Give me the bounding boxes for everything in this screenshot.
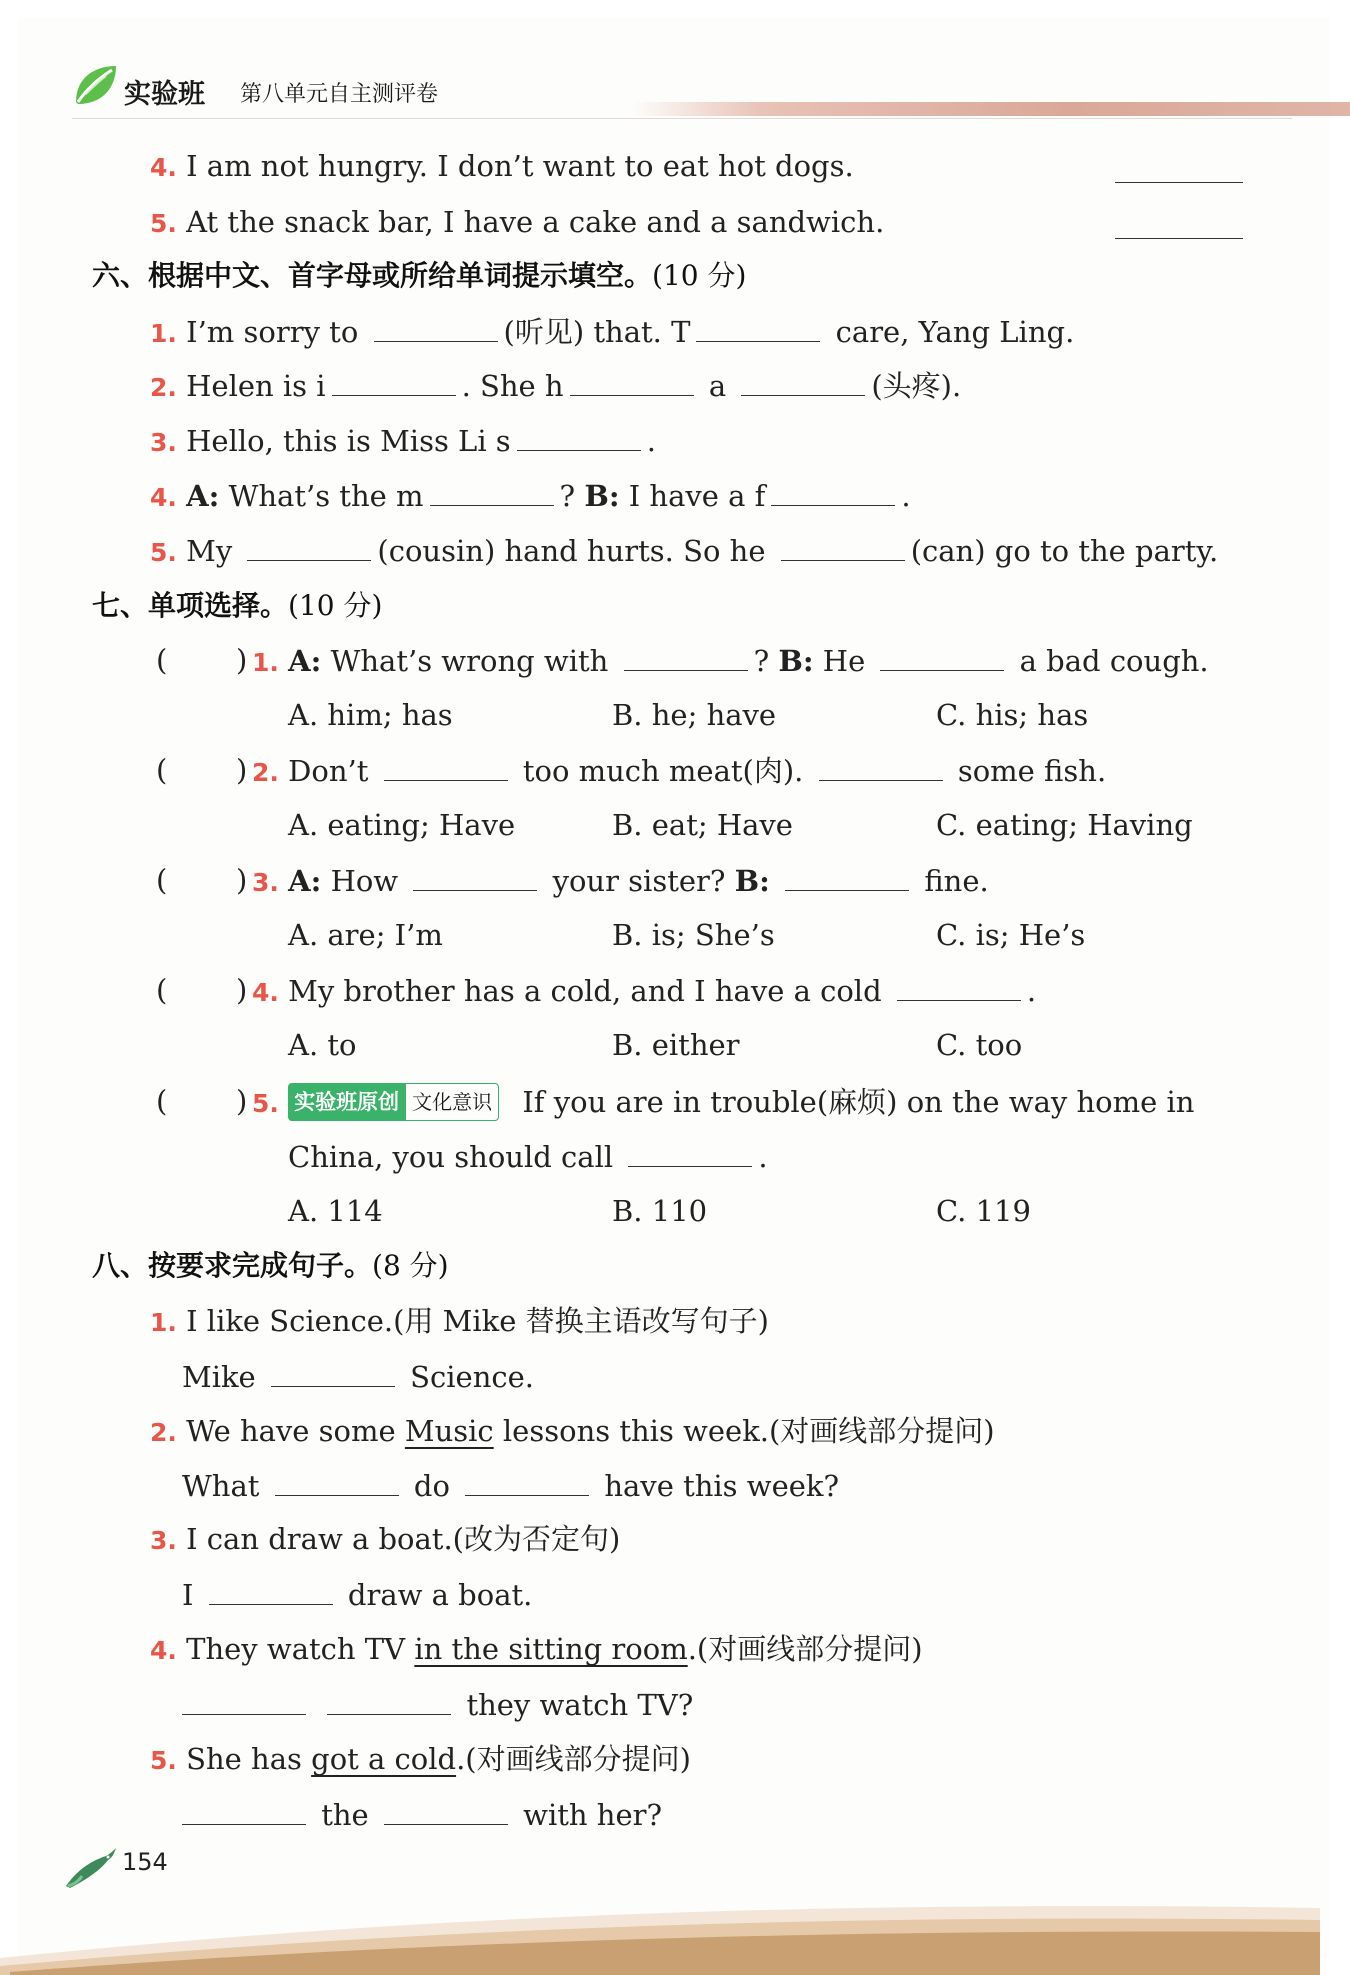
option-a[interactable]: A. eating; Have — [288, 808, 516, 842]
section-points: (8 分) — [372, 1249, 449, 1282]
text: ? — [559, 479, 576, 513]
s8-item-5-answer — [176, 1796, 662, 1833]
text: a — [708, 369, 727, 403]
answer-paren-close: ) — [236, 753, 248, 787]
text: care, Yang Ling. — [835, 315, 1075, 349]
item-number: 2. — [150, 373, 177, 402]
s7-item-4 — [252, 972, 1036, 1011]
option-c[interactable]: C. his; has — [936, 698, 1089, 732]
fill-blank[interactable] — [275, 1467, 399, 1496]
option-a[interactable]: A. him; has — [288, 698, 453, 732]
fill-blank[interactable] — [327, 1686, 451, 1715]
text: ? — [753, 644, 770, 678]
s8-item-2 — [150, 1413, 995, 1451]
option-a[interactable]: A. to — [288, 1028, 357, 1062]
text: What’s the m — [228, 479, 424, 513]
answer-paren-open: ( — [156, 863, 168, 897]
s7-item-3 — [252, 862, 989, 901]
question-text: They watch TV — [186, 1632, 415, 1666]
item-number: 3. — [150, 1526, 177, 1555]
s7-item-5-line2 — [288, 1138, 768, 1175]
option-b[interactable]: B. eat; Have — [612, 808, 793, 842]
s6-item-5 — [150, 532, 1218, 571]
s8-item-4-answer — [176, 1686, 693, 1723]
answer-blank-5[interactable] — [1115, 238, 1243, 239]
section-6-title — [92, 258, 746, 294]
fill-blank[interactable] — [696, 313, 820, 342]
s7-item-5 — [252, 1083, 1194, 1122]
item-number: 5. — [150, 1746, 177, 1775]
option-b[interactable]: B. either — [612, 1028, 740, 1062]
header-divider — [72, 118, 1292, 119]
option-c[interactable]: C. eating; Having — [936, 808, 1193, 842]
section-points: (10 分) — [652, 259, 747, 292]
text: have this week? — [604, 1469, 840, 1503]
fill-blank[interactable] — [517, 422, 641, 451]
question-text: .(对画线部分提问) — [687, 1632, 923, 1666]
question-text: We have some — [186, 1414, 405, 1448]
text: the — [321, 1798, 369, 1832]
speaker-a: A: — [288, 644, 322, 678]
section-8-title — [92, 1248, 449, 1284]
option-b[interactable]: B. he; have — [612, 698, 777, 732]
answer-paren-open: ( — [156, 753, 168, 787]
fill-blank[interactable] — [741, 367, 865, 396]
item-number: 5. — [150, 209, 177, 238]
answer-blank-4[interactable] — [1115, 182, 1243, 183]
s6-item-3 — [150, 422, 656, 461]
s6-item-4 — [150, 477, 911, 516]
fill-blank[interactable] — [570, 367, 694, 396]
fill-blank[interactable] — [781, 532, 905, 561]
s6-item-2 — [150, 367, 961, 406]
question-text: She has — [186, 1742, 312, 1776]
underlined-part: got a cold — [311, 1742, 457, 1776]
page-header — [72, 62, 1292, 122]
text: What’s wrong with — [330, 644, 609, 678]
original-tag-badge: 实验班原创 — [288, 1083, 405, 1121]
text: Don’t — [288, 754, 369, 788]
text: too much meat(肉). — [522, 754, 804, 788]
text: your sister? — [552, 864, 726, 898]
item-number: 4. — [150, 1636, 177, 1665]
fill-blank[interactable] — [332, 367, 456, 396]
leaf-logo-icon — [72, 64, 118, 106]
header-decor-bar — [632, 102, 1350, 116]
s8-item-4 — [150, 1631, 923, 1669]
footer-wave-decor — [0, 1868, 1350, 1975]
option-c[interactable]: C. too — [936, 1028, 1023, 1062]
fill-blank[interactable] — [271, 1358, 395, 1387]
text: I have a f — [628, 479, 766, 513]
text: I — [182, 1578, 194, 1612]
underlined-part: in the sitting room — [414, 1632, 688, 1666]
text: (can) go to the party. — [910, 534, 1219, 568]
question-text: lessons this week.(对画线部分提问) — [493, 1414, 995, 1448]
fill-blank[interactable] — [384, 752, 508, 781]
question-text: I can draw a boat.(改为否定句) — [186, 1522, 621, 1556]
question-text: I like Science.(用 Mike 替换主语改写句子) — [186, 1304, 769, 1338]
fill-blank[interactable] — [384, 1796, 508, 1825]
fill-blank[interactable] — [771, 477, 895, 506]
text: (cousin) hand hurts. So he — [377, 534, 766, 568]
option-b[interactable]: B. 110 — [612, 1194, 708, 1228]
text: How — [330, 864, 399, 898]
text: they watch TV? — [466, 1688, 694, 1722]
text: Hello, this is Miss Li s — [186, 424, 511, 458]
fill-blank[interactable] — [465, 1467, 589, 1496]
s6-item-1 — [150, 313, 1074, 352]
text: a bad cough. — [1019, 644, 1209, 678]
answer-paren-close: ) — [236, 1084, 248, 1118]
speaker-b: B: — [734, 864, 770, 898]
section-7-title — [92, 588, 382, 624]
item-number: 1. — [150, 319, 177, 348]
page-number: 154 — [122, 1848, 168, 1876]
text: Helen is i — [186, 369, 326, 403]
item-number: 5. — [252, 1089, 279, 1118]
item-number: 1. — [252, 648, 279, 677]
fill-blank[interactable] — [819, 752, 943, 781]
brand-name: 实验班 — [124, 79, 205, 110]
section-points: (10 分) — [288, 589, 383, 622]
fill-blank[interactable] — [374, 313, 498, 342]
text: draw a boat. — [347, 1578, 533, 1612]
s8-item-1 — [150, 1303, 769, 1341]
text: My — [186, 534, 233, 568]
fill-blank[interactable] — [182, 1686, 306, 1715]
item-number: 4. — [252, 978, 279, 1007]
fill-blank[interactable] — [897, 972, 1021, 1001]
text: . — [758, 1140, 768, 1174]
fill-blank[interactable] — [430, 477, 554, 506]
s8-item-3-answer — [182, 1576, 532, 1613]
fill-blank[interactable] — [628, 1138, 752, 1167]
text: My brother has a cold, and I have a cold — [288, 974, 882, 1008]
option-b[interactable]: B. is; She’s — [612, 918, 775, 952]
text: . — [901, 479, 911, 513]
section-title-text: 六、根据中文、首字母或所给单词提示填空。 — [92, 259, 653, 292]
s7-item-2 — [252, 752, 1106, 791]
option-c[interactable]: C. 119 — [936, 1194, 1031, 1228]
s7-item-1 — [252, 642, 1209, 681]
item-text: At the snack bar, I have a cake and a sandwich. — [186, 205, 885, 239]
answer-paren-close: ) — [236, 973, 248, 1007]
judge-item-5 — [150, 204, 884, 242]
fill-blank[interactable] — [182, 1796, 306, 1825]
s8-item-2-answer — [182, 1467, 839, 1504]
fill-blank[interactable] — [413, 862, 537, 891]
question-text: .(对画线部分提问) — [456, 1742, 691, 1776]
answer-paren-open: ( — [156, 973, 168, 1007]
option-c[interactable]: C. is; He’s — [936, 918, 1086, 952]
item-number: 4. — [150, 483, 177, 512]
text: He — [822, 644, 866, 678]
text: What — [182, 1469, 260, 1503]
text: some fish. — [957, 754, 1107, 788]
text: If you are in trouble(麻烦) on the way home in — [522, 1085, 1195, 1119]
option-a[interactable]: A. 114 — [288, 1194, 383, 1228]
text: (头疼). — [871, 369, 962, 403]
fill-blank[interactable] — [624, 642, 748, 671]
text: Mike — [182, 1360, 256, 1394]
text: I’m sorry to — [186, 315, 359, 349]
fill-blank[interactable] — [880, 642, 1004, 671]
s8-item-5 — [150, 1741, 691, 1779]
item-number: 3. — [150, 428, 177, 457]
text: China, you should call — [288, 1140, 614, 1174]
speaker-a: A: — [288, 864, 322, 898]
answer-paren-close: ) — [236, 863, 248, 897]
item-number: 2. — [150, 1418, 177, 1447]
section-title-text: 七、单项选择。 — [92, 589, 289, 622]
option-a[interactable]: A. are; I’m — [288, 918, 443, 952]
item-number: 5. — [150, 538, 177, 567]
fill-blank[interactable] — [785, 862, 909, 891]
fill-blank[interactable] — [247, 532, 371, 561]
s8-item-1-answer — [182, 1358, 534, 1395]
text: do — [413, 1469, 450, 1503]
s8-item-3 — [150, 1521, 620, 1559]
item-number: 1. — [150, 1308, 177, 1337]
text: . — [646, 424, 656, 458]
text: . — [1026, 974, 1037, 1008]
item-number: 4. — [150, 153, 177, 182]
answer-paren-open: ( — [156, 1084, 168, 1118]
text: with her? — [523, 1798, 663, 1832]
speaker-a: A: — [186, 479, 220, 513]
page-subtitle: 第八单元自主测评卷 — [240, 82, 439, 107]
item-text: I am not hungry. I don’t want to eat hot dogs. — [186, 149, 854, 183]
answer-paren-open: ( — [156, 643, 168, 677]
text: (听见) that. T — [503, 315, 691, 349]
fill-blank[interactable] — [209, 1576, 333, 1605]
speaker-b: B: — [778, 644, 814, 678]
item-number: 3. — [252, 868, 279, 897]
text: . She h — [461, 369, 564, 403]
speaker-b: B: — [584, 479, 620, 513]
item-number: 2. — [252, 758, 279, 787]
section-title-text: 八、按要求完成句子。 — [92, 1249, 373, 1282]
text: fine. — [924, 864, 989, 898]
culture-tag-badge: 文化意识 — [405, 1083, 499, 1121]
underlined-part: Music — [404, 1414, 494, 1448]
text: Science. — [410, 1360, 535, 1394]
judge-item-4 — [150, 148, 854, 186]
answer-paren-close: ) — [236, 643, 248, 677]
